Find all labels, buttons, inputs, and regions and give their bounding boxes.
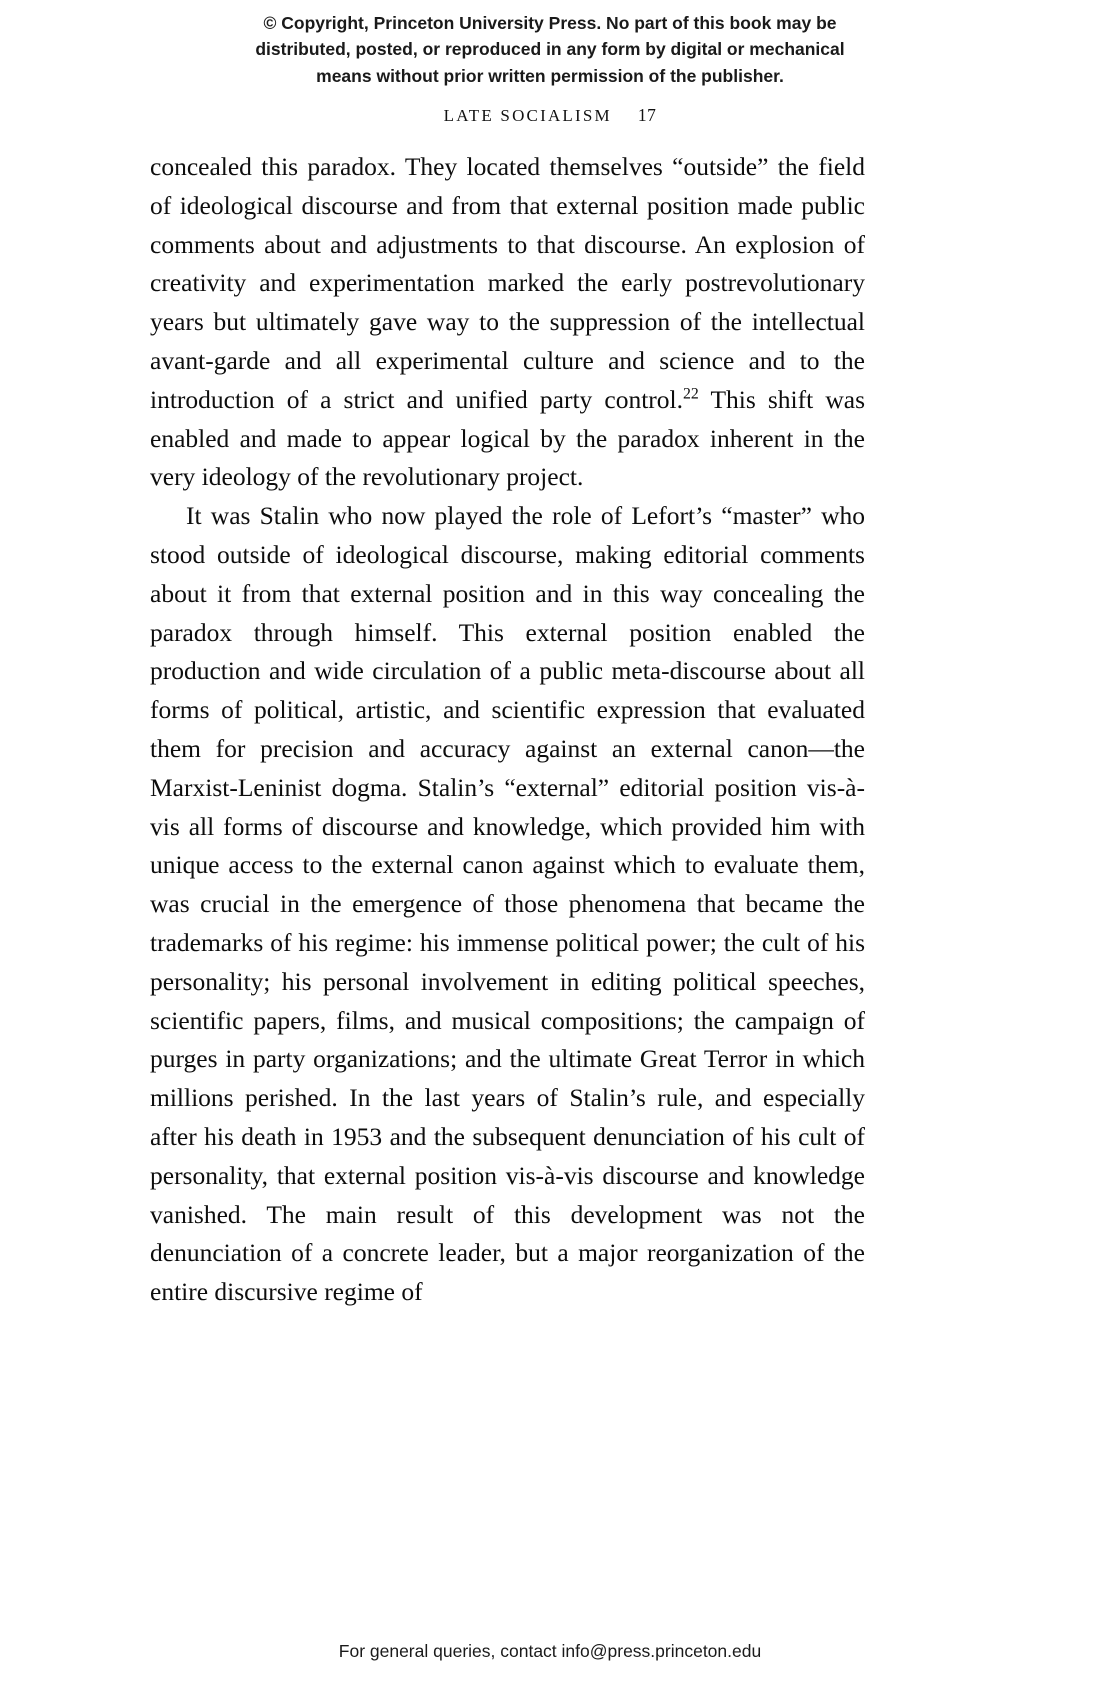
paragraph-2: It was Stalin who now played the role of Lefort’s “master” who stood outside of ideological discourse, making editorial comments about it from that external position and in this way concealing the paradox through himself. This external position enabled the production and wide circulation of a public meta-discourse about all forms of political, artistic, and scientific expression that evaluated them for precision and accuracy against an external canon—the Marxist-Leninist dogma. Stalin’s “external” editorial position vis-à-vis all forms of discourse and knowledge, which provided him with unique access to the external canon against which to evaluate them, was crucial in the emergence of those phenomena that became the trademarks of his regime: his immense political power; the cult of his personality; his personal involvement in editing political speeches, scientific papers, films, and musical compositions; the campaign of purges in party organizations; and the ultimate Great Terror in which millions perished. In the last years of Stalin’s rule, and especially after his death in 1953 and the subsequent denunciation of his cult of personality, that external position vis-à-vis discourse and knowledge vanished. The main result of this development was not the denunciation of a concrete leader, but a major reorganization of the entire discursive regime of: [150, 501, 865, 1307]
footnote-ref-22: 22: [683, 385, 699, 403]
running-head: [0, 105, 1100, 126]
footer-queries-note: For general queries, contact info@press.princeton.edu: [338, 1641, 762, 1661]
body-text: [150, 148, 865, 1312]
page-number: 17: [637, 105, 657, 125]
copyright-line-3: means without prior written permission of the publisher.: [316, 65, 784, 86]
paragraph-1: [150, 148, 865, 497]
copyright-line-2: distributed, posted, or reproduced in any form by digital or mechanical: [255, 39, 845, 60]
copyright-notice: [0, 10, 1100, 89]
paragraph-1-text: concealed this paradox. They located themselves “outside” the field of ideological discourse and from that external position made public comments about and adjustments to that discourse. An explosion of creativity and experimentation marked the early postrevolutionary years but ultimately gave way to the suppression of the intellectual avant-garde and all experimental culture and science and to the introduction of a strict and unified party control.: [150, 152, 865, 414]
paragraph-1-continuation: This shift was enabled and made to appear logical by the paradox inherent in the very ideology of the revolutionary project.: [150, 384, 865, 492]
running-head-title: LATE SOCIALISM: [443, 106, 612, 125]
copyright-line-1: © Copyright, Princeton University Press. No part of this book may be: [263, 13, 837, 33]
